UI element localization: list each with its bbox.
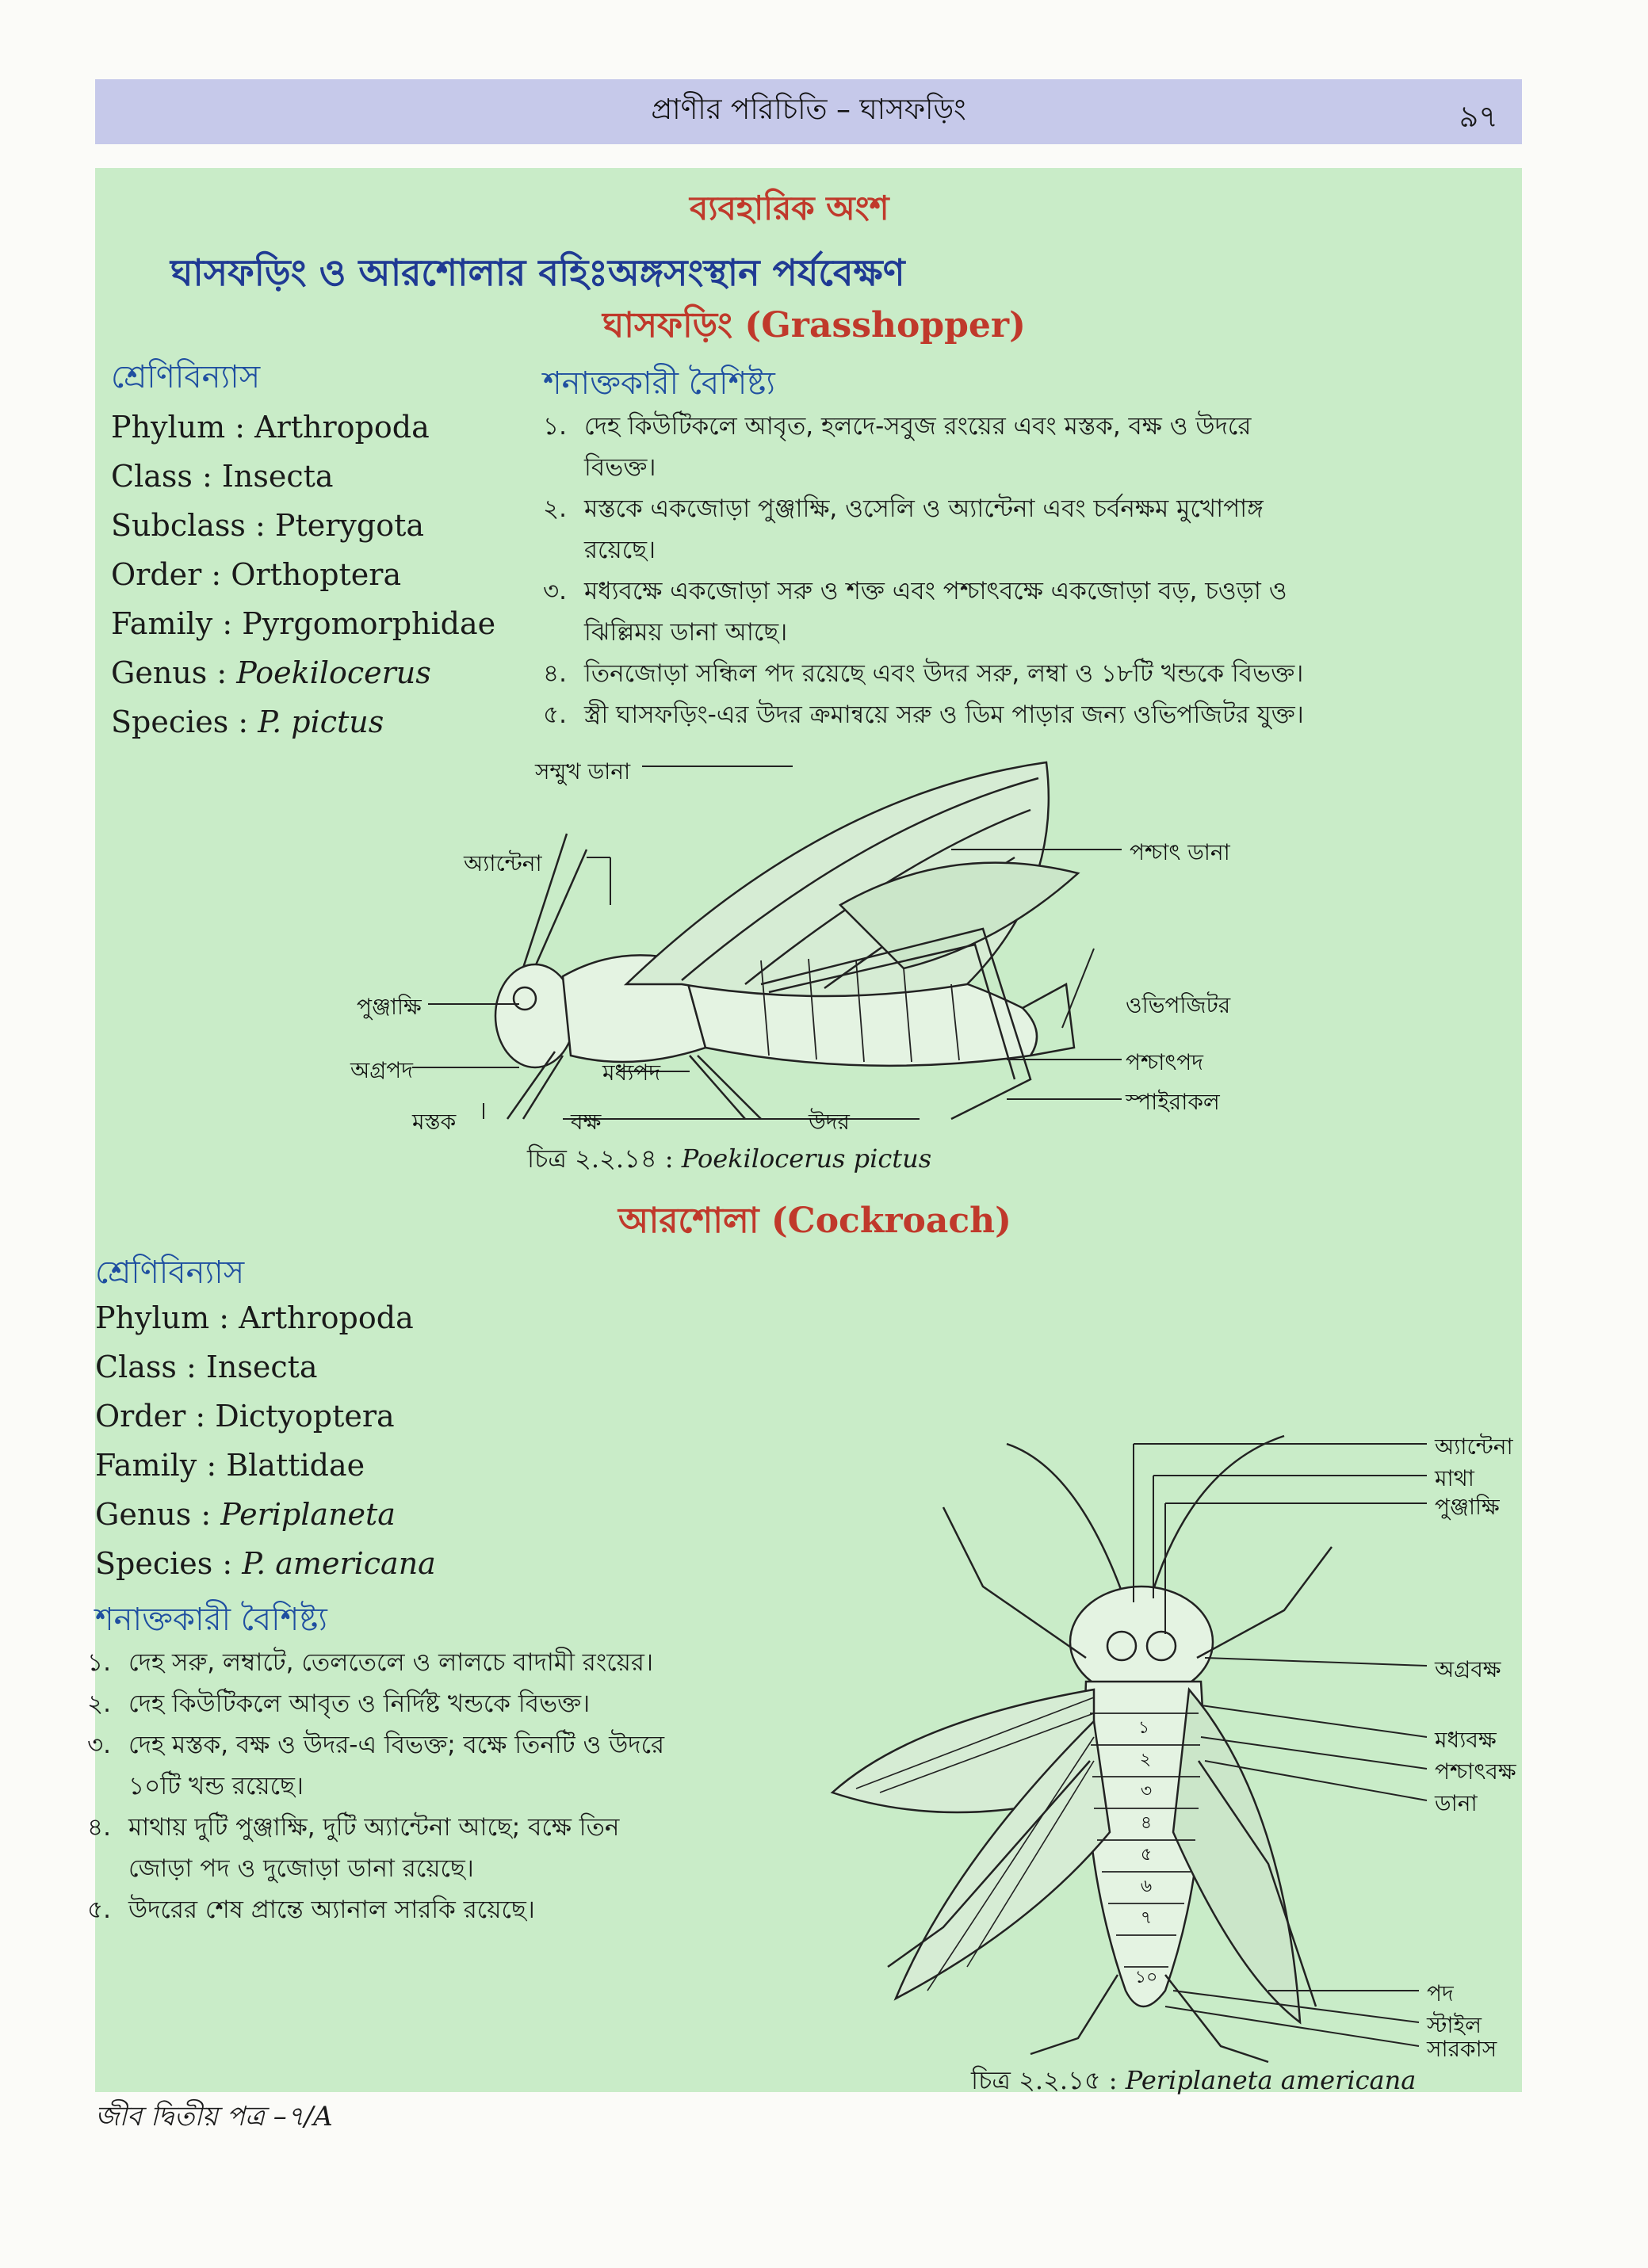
- segment-number: ৩: [1140, 1781, 1153, 1801]
- classification-row: Genus : Poekilocerus: [111, 655, 431, 690]
- gh-label-forewing: সম্মুখ ডানা: [535, 758, 631, 785]
- feature-item-cont: বিভক্ত।: [584, 453, 656, 482]
- cockroach-title: আরশোলা (Cockroach): [618, 1201, 1011, 1241]
- feature-item: ২. মস্তকে একজোড়া পুঞ্জাক্ষি, ওসেলি ও অ্যান্টেনা এবং চর্বনক্ষম মুখোপাঙ্গ: [543, 494, 1264, 523]
- segment-number: ১০: [1134, 1968, 1158, 1987]
- gh-label-head: মস্তক: [412, 1109, 457, 1135]
- cr-label-antenna: অ্যান্টেনা: [1435, 1434, 1513, 1460]
- grasshopper-caption: চিত্র ২.২.১৪ : Poekilocerus pictus: [527, 1144, 932, 1174]
- classification-row: Genus : Periplaneta: [95, 1497, 396, 1532]
- classification-row: Family : Pyrgomorphidae: [111, 606, 496, 641]
- classification-row: Subclass : Pterygota: [111, 508, 424, 543]
- gh-label-spiracle: স্পাইরাকল: [1126, 1089, 1220, 1115]
- feature-item: ২. দেহ কিউটিকলে আবৃত ও নির্দিষ্ট খন্ডকে বিভক্ত।: [87, 1690, 591, 1718]
- main-heading: ঘাসফড়িং ও আরশোলার বহিঃঅঙ্গসংস্থান পর্যবেক্ষণ: [170, 251, 905, 294]
- gh-label-antenna: অ্যান্টেনা: [464, 850, 542, 876]
- cr-label-prothorax: অগ্রবক্ষ: [1435, 1656, 1501, 1682]
- feature-item: ৪. তিনজোড়া সন্ধিল পদ রয়েছে এবং উদর সরু, লম্বা ও ১৮টি খন্ডকে বিভক্ত।: [543, 659, 1304, 688]
- gh-label-hindleg: পশ্চাৎপদ: [1126, 1049, 1204, 1075]
- feature-item-cont: ১০টি খন্ড রয়েছে।: [128, 1772, 304, 1800]
- gh-label-abdomen: উদর: [809, 1109, 850, 1135]
- segment-number: ৬: [1140, 1877, 1153, 1896]
- classification-row: Order : Dictyoptera: [95, 1399, 395, 1434]
- cr-label-leg: পদ: [1427, 1980, 1454, 2006]
- feature-item: ৪. মাথায় দুটি পুঞ্জাক্ষি, দুটি অ্যান্টেনা আছে; বক্ষে তিন: [87, 1813, 620, 1842]
- page-footer: জীব দ্বিতীয় পত্র –৭/A: [95, 2101, 333, 2132]
- classification-row: Phylum : Arthropoda: [111, 410, 430, 445]
- classification-row: Species : P. pictus: [111, 704, 384, 739]
- cockroach-caption: চিত্র ২.২.১৫ : Periplaneta americana: [971, 2065, 1417, 2095]
- cockroach-features-list: [87, 1642, 664, 1930]
- page-number: ৯৭: [1459, 99, 1498, 134]
- cr-label-style: স্টাইল: [1427, 2012, 1482, 2038]
- classification-row: Family : Blattidae: [95, 1448, 365, 1483]
- feature-item: ৫. উদরের শেষ প্রান্তে অ্যানাল সারকি রয়েছে।: [87, 1896, 535, 1924]
- feature-item-cont: রয়েছে।: [584, 536, 656, 564]
- feature-item: ৩. মধ্যবক্ষে একজোড়া সরু ও শক্ত এবং পশ্চাৎবক্ষে একজোড়া বড়, চওড়া ও: [543, 577, 1287, 605]
- segment-number: ২: [1139, 1750, 1152, 1770]
- classification-row: Class : Insecta: [111, 459, 334, 494]
- feature-item: ৫. স্ত্রী ঘাসফড়িং-এর উদর ক্রমান্বয়ে সরু ও ডিম পাড়ার জন্য ওভিপজিটর যুক্ত।: [543, 701, 1304, 729]
- gh-label-hindwing: পশ্চাৎ ডানা: [1130, 839, 1230, 865]
- feature-item-cont: জোড়া পদ ও দুজোড়া ডানা রয়েছে।: [128, 1854, 474, 1883]
- gh-label-ovipositor: ওভিপজিটর: [1126, 992, 1231, 1018]
- classification-row: Species : P. americana: [95, 1546, 436, 1581]
- gh-label-midleg: মধ্যপদ: [602, 1060, 661, 1086]
- section-title: ব্যবহারিক অংশ: [690, 189, 889, 227]
- cockroach-illustration: [793, 1420, 1522, 2070]
- cockroach-classification-list: [95, 1293, 436, 1588]
- classification-row: Class : Insecta: [95, 1350, 318, 1384]
- cr-label-head: মাথা: [1435, 1465, 1474, 1491]
- cr-label-mesothorax: মধ্যবক্ষ: [1435, 1727, 1497, 1753]
- gh-label-compound-eye: পুঞ্জাক্ষি: [357, 994, 422, 1020]
- grasshopper-title: ঘাসফড়িং (Grasshopper): [602, 305, 1026, 346]
- grasshopper-features-list: [543, 406, 1304, 735]
- cr-label-compound-eye: পুঞ্জাক্ষি: [1435, 1494, 1500, 1520]
- segment-number: ৫: [1140, 1845, 1153, 1865]
- feature-item: ১. দেহ কিউটিকলে আবৃত, হলদে-সবুজ রংয়ের এবং মস্তক, বক্ষ ও উদরে: [543, 412, 1252, 441]
- gh-label-thorax: বক্ষ: [571, 1109, 602, 1135]
- grasshopper-classification-list: [111, 403, 495, 746]
- feature-item-cont: ঝিল্লিময় ডানা আছে।: [584, 618, 788, 647]
- grasshopper-features-heading: শনাক্তকারী বৈশিষ্ট্য: [543, 365, 775, 402]
- gh-label-foreleg: অগ্রপদ: [350, 1057, 413, 1083]
- header-bar: [95, 79, 1522, 144]
- cockroach-classification-heading: শ্রেণিবিন্যাস: [95, 1254, 245, 1291]
- cr-label-wing: ডানা: [1435, 1790, 1478, 1816]
- content-panel: [87, 168, 1522, 2095]
- header-title: প্রাণীর পরিচিতি – ঘাসফড়িং: [651, 94, 966, 126]
- cockroach-features-heading: শনাক্তকারী বৈশিষ্ট্য: [95, 1602, 327, 1638]
- cr-label-metathorax: পশ্চাৎবক্ষ: [1435, 1758, 1516, 1785]
- cr-label-cercus: সারকাস: [1427, 2036, 1497, 2062]
- segment-number: ১: [1138, 1718, 1150, 1738]
- segment-number: ৪: [1140, 1813, 1153, 1833]
- feature-item: ১. দেহ সরু, লম্বাটে, তেলতেলে ও লালচে বাদামী রংয়ের।: [87, 1648, 654, 1677]
- segment-number: ৭: [1140, 1908, 1153, 1928]
- grasshopper-classification-heading: শ্রেণিবিন্যাস: [111, 359, 261, 395]
- classification-row: Order : Orthoptera: [111, 557, 402, 592]
- classification-row: Phylum : Arthropoda: [95, 1300, 414, 1335]
- feature-item: ৩. দেহ মস্তক, বক্ষ ও উদর-এ বিভক্ত; বক্ষে তিনটি ও উদরে: [87, 1731, 665, 1759]
